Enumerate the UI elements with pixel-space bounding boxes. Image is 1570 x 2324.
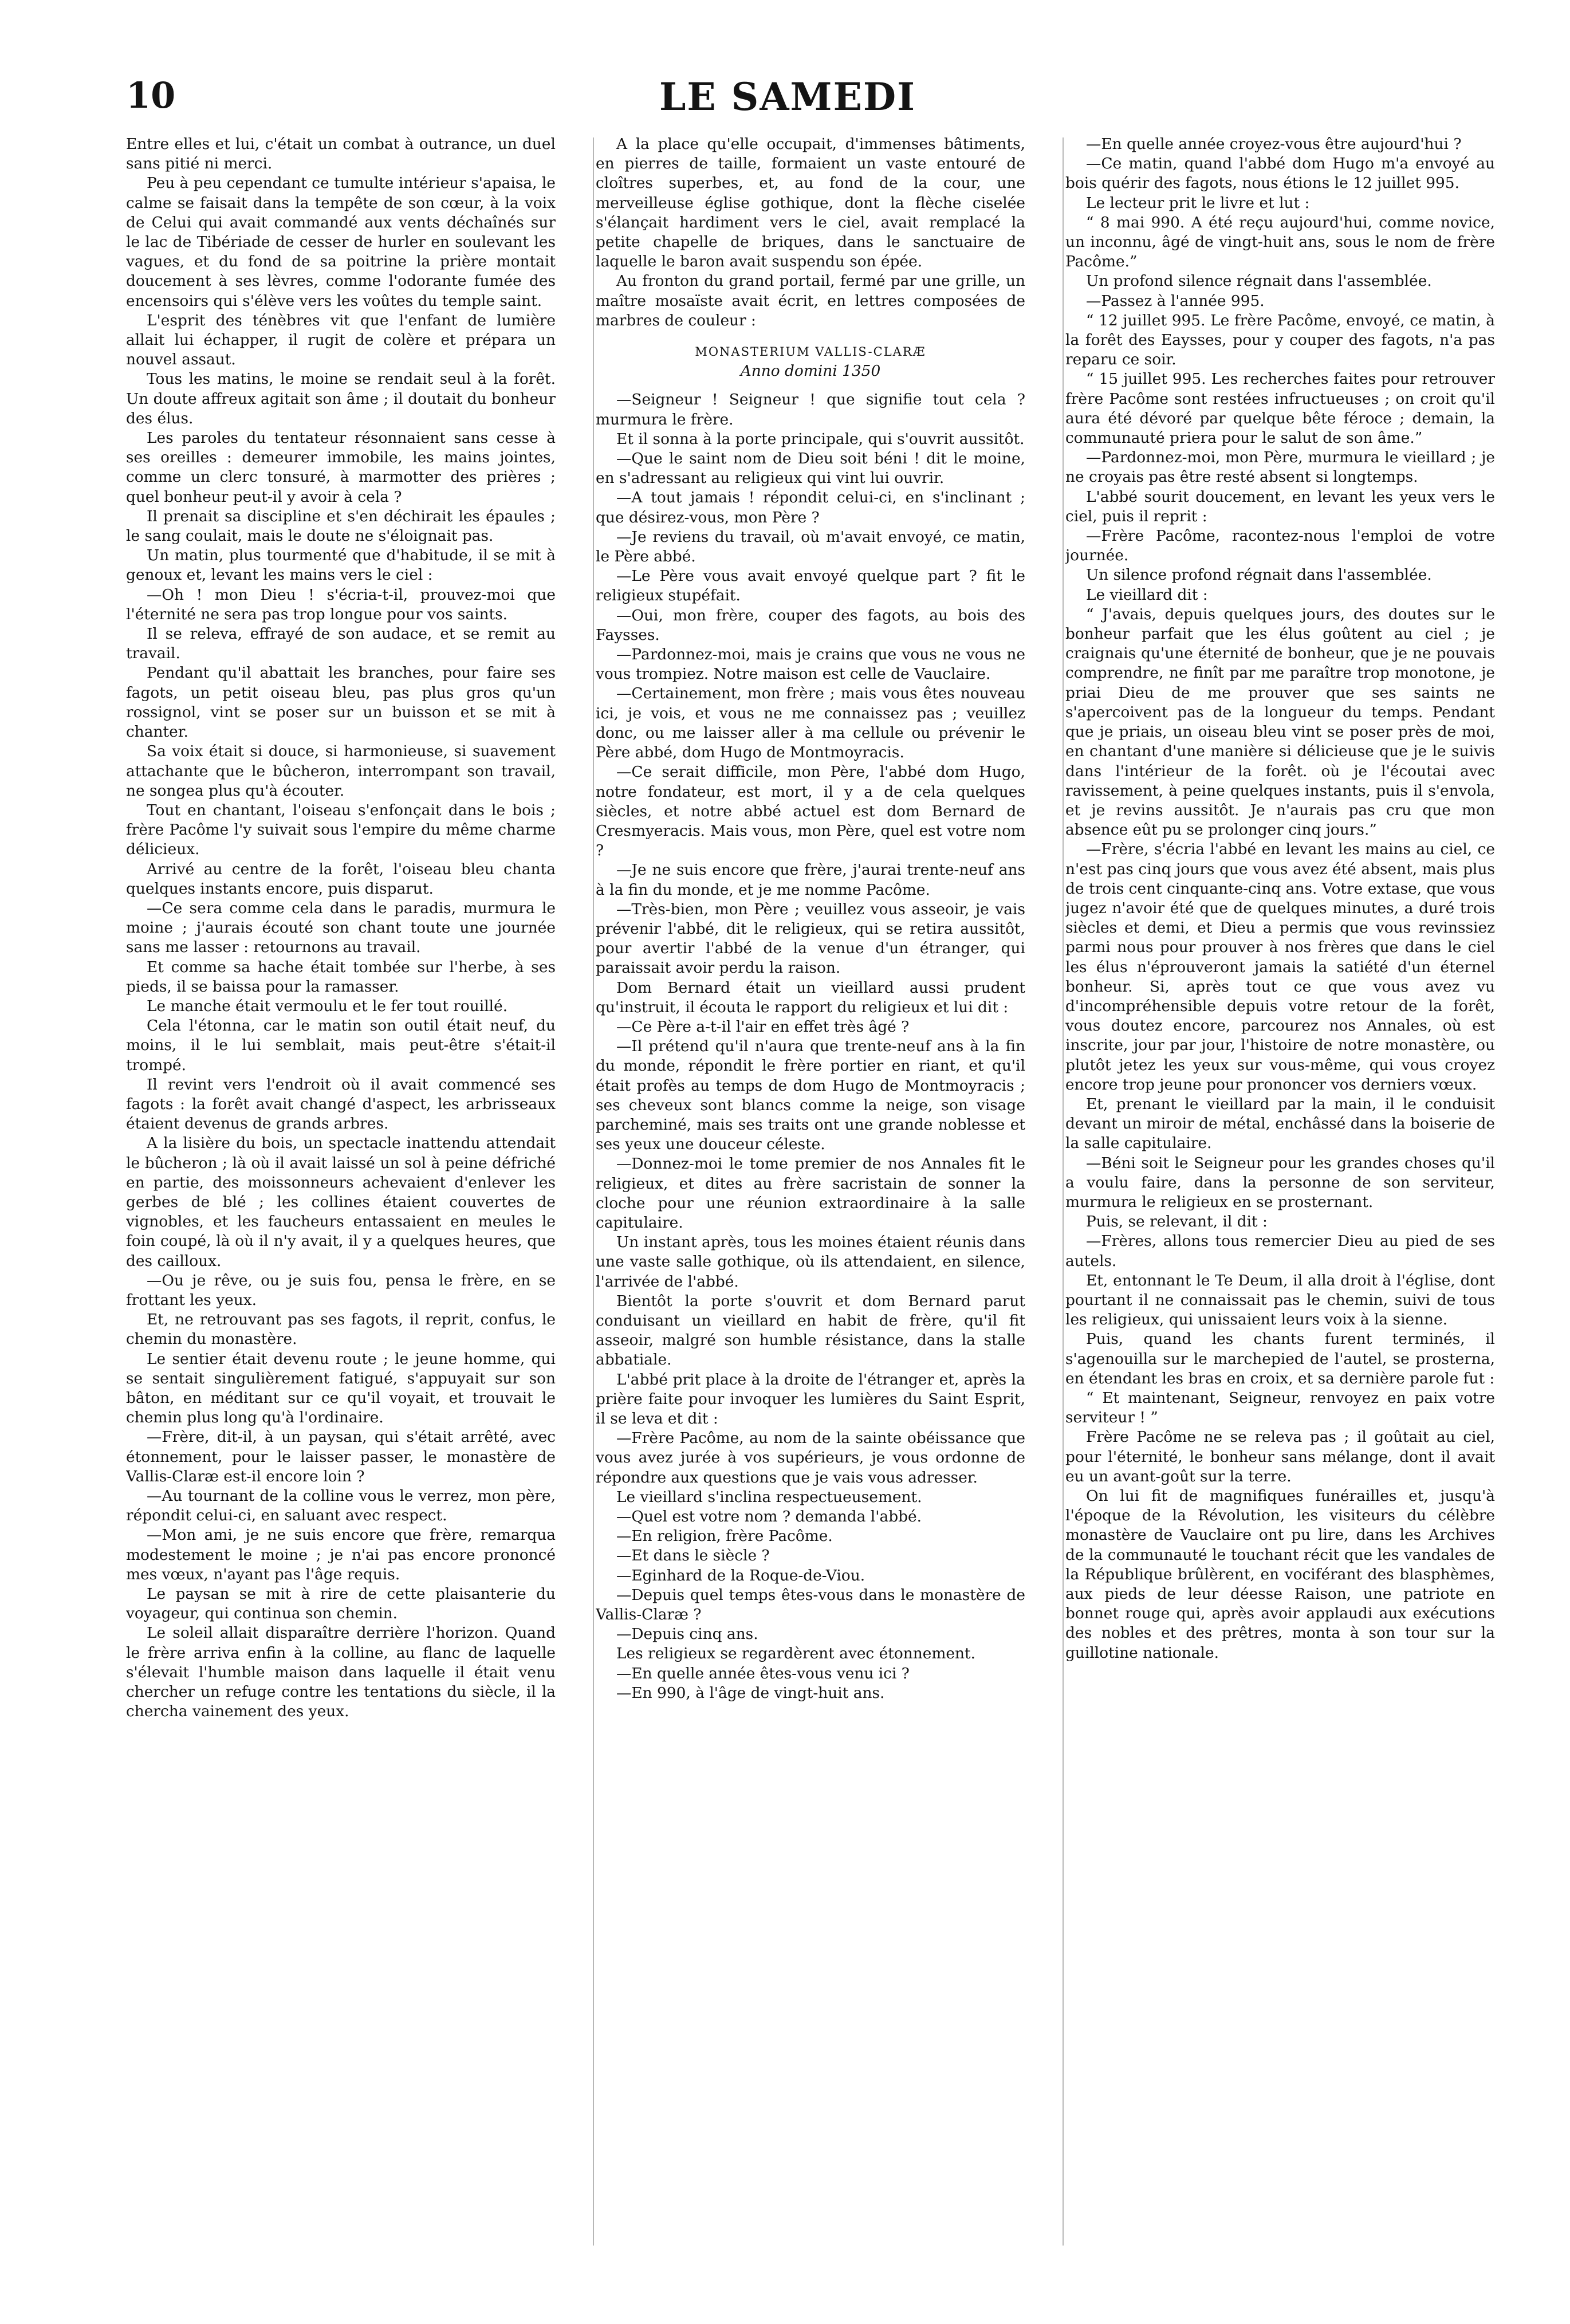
paragraph: “ 12 juillet 995. Le frère Pacôme, envoyé, ce matin, à la forêt des Eaysses, pour y couper des fagots, n'a pas reparu ce soir. <box>1065 311 1495 369</box>
column-rule <box>593 137 594 2246</box>
paragraph: Puis, quand les chants furent terminés, il s'agenouilla sur le marchepied de l'autel, se prosterna, en étendant les bras en croix, et sa dernière parole fut : <box>1065 1330 1495 1387</box>
inscription-heading: MONASTERIUM VALLIS-CLARÆ <box>695 345 926 359</box>
paragraph: —Oh ! mon Dieu ! s'écria-t-il, prouvez-moi que l'éternité ne sera pas trop longue pour vos saints. <box>126 585 556 623</box>
paragraph: —Frère, s'écria l'abbé en levant les mains au ciel, ce n'est pas cinq jours que vous avez été absent, mais plus de trois cent cinquante-cinq ans. Votre extase, que vous jugez n'avoir été que de quelques minutes, a duré trois siècles et demi, et Dieu a permis que vous revinssiez parmi nous pour prouver à nos frères que dans le ciel les élus n'éprouveront jamais la satiété d'un éternel bonheur. Si, après tout ce que vous avez vu d'incompréhensible depuis votre retour de la forêt, vous doutez encore, parcourez nos Annales, où est inscrite, jour par jour, l'histoire de notre monastère, ou plutôt jetez les yeux sur vous-même, qui vous croyez encore trop jeune pour prononcer vos derniers vœux. <box>1065 840 1495 1094</box>
paragraph: —En 990, à l'âge de vingt-huit ans. <box>616 1684 885 1702</box>
paragraph: Au fronton du grand portail, fermé par une grille, un maître mosaïste avait écrit, en lettres composées de marbres de couleur : <box>596 272 1025 329</box>
paragraph: —Ce sera comme cela dans le paradis, murmura le moine ; j'aurais écouté son chant toute une journée sans me lasser : retournons au travail. <box>126 899 556 957</box>
paragraph: Un instant après, tous les moines étaient réunis dans une vaste salle gothique, où ils attendaient, en silence, l'arrivée de l'abbé. <box>596 1233 1025 1291</box>
paragraph: Il se releva, effrayé de son audace, et se remit au travail. <box>126 625 556 663</box>
paragraph: —Depuis quel temps êtes-vous dans le monastère de Vallis-Claræ ? <box>596 1586 1025 1624</box>
paragraph: —Mon ami, je ne suis encore que frère, remarqua modestement le moine ; je n'ai pas encore prononcé mes vœux, n'ayant pas l'âge requis. <box>126 1526 556 1583</box>
paragraph: Le vieillard s'inclina respectueusement. <box>616 1488 922 1506</box>
paragraph: Il prenait sa discipline et s'en déchirait les épaules ; le sang coulait, mais le doute ne s'éloignait pas. <box>126 507 556 545</box>
paragraph: Le soleil allait disparaître derrière l'horizon. Quand le frère arriva enfin à la colline, au flanc de laquelle s'élevait l'humble maison dans laquelle il était venu chercher un refuge contre les tentations du siècle, il la chercha vainement des yeux. <box>126 1624 556 1721</box>
paragraph: Puis, se relevant, il dit : <box>1086 1213 1268 1231</box>
paragraph: Et comme sa hache était tombée sur l'herbe, à ses pieds, il se baissa pour la ramasser. <box>126 958 556 996</box>
inscription-date: Anno domini 1350 <box>740 362 881 380</box>
paragraph: —A tout jamais ! répondit celui-ci, en s'inclinant ; que désirez-vous, mon Père ? <box>596 489 1025 526</box>
paragraph: A la place qu'elle occupait, d'immenses bâtiments, en pierres de taille, formaient un vaste entouré de cloîtres superbes, et, au fond de la cour, une merveilleuse église gothique, dont la flèche ciselée s'élançait hardiment vers le ciel, avait remplacé la petite chapelle de briques, dans le sanctuaire de laquelle le baron avait suspendu son épée. <box>596 135 1025 271</box>
column-3 <box>1065 135 1495 2248</box>
paragraph: Le manche était vermoulu et le fer tout rouillé. <box>147 997 508 1015</box>
paragraph: —Ce Père a-t-il l'air en effet très âgé ? <box>616 1017 910 1036</box>
paragraph: —Très-bien, mon Père ; veuillez vous asseoir, je vais prévenir l'abbé, dit le religieux, qui se retira aussitôt, pour avertir l'abbé de la venue d'un étranger, qui paraissait avoir perdu la raison. <box>596 900 1025 977</box>
paragraph: On lui fit de magnifiques funérailles et, jusqu'à l'époque de la Révolution, les visiteurs du célèbre monastère de Vauclaire ont pu lire, dans les Archives de la communauté le touchant récit que les vandales de la République brûlèrent, en vociférant des blasphèmes, aux pieds de leur déesse Raison, une patriote en bonnet rouge qui, après avoir applaudi aux exécutions des nobles et des prêtres, monta à son tour sur la guillotine nationale. <box>1065 1487 1495 1662</box>
paragraph: “ Et maintenant, Seigneur, renvoyez en paix votre serviteur ! ” <box>1065 1389 1495 1427</box>
paragraph: —Frère Pacôme, au nom de la sainte obéissance que vous avez jurée à vos supérieurs, je vous ordonne de répondre aux questions que je vais vous adresser. <box>596 1429 1025 1487</box>
paragraph: —Béni soit le Seigneur pour les grandes choses qu'il a voulu faire, dans la personne de son serviteur, murmura le religieux en se prosternant. <box>1065 1154 1495 1211</box>
paragraph: Et, ne retrouvant pas ses fagots, il reprit, confus, le chemin du monastère. <box>126 1311 556 1348</box>
paragraph: —Donnez-moi le tome premier de nos Annales fit le religieux, et dites au frère sacristain de sonner la cloche pour une réunion extraordinaire à la salle capitulaire. <box>596 1155 1025 1232</box>
paragraph: —Ce matin, quand l'abbé dom Hugo m'a envoyé au bois quérir des fagots, nous étions le 12 juillet 995. <box>1065 155 1495 192</box>
paragraph: Tous les matins, le moine se rendait seul à la forêt. Un doute affreux agitait son âme ; il doutait du bonheur des élus. <box>126 370 556 427</box>
paragraph: —Que le saint nom de Dieu soit béni ! dit le moine, en s'adressant au religieux qui vint lui ouvrir. <box>596 450 1025 487</box>
paragraph: —Il prétend qu'il n'aura que trente-neuf ans à la fin du monde, répondit le frère portier en riant, et qu'il était profès au temps de dom Hugo de Montmoyracis ; ses cheveux sont blancs comme la neige, son visage parcheminé, mais ses traits ont une grande noblesse et ses yeux une douceur céleste. <box>596 1037 1025 1154</box>
paragraph: “ 8 mai 990. A été reçu aujourd'hui, comme novice, un inconnu, âgé de vingt-huit ans, sous le nom de frère Pacôme.” <box>1065 213 1495 271</box>
paragraph: Les paroles du tentateur résonnaient sans cesse à ses oreilles : demeurer immobile, les mains jointes, comme un clerc tonsuré, à marmotter des prières ; quel bonheur peut-il y avoir à cela ? <box>126 429 556 506</box>
paragraph: —En quelle année croyez-vous être aujourd'hui ? <box>1086 135 1462 153</box>
paragraph: —Quel est votre nom ? demanda l'abbé. <box>616 1508 922 1526</box>
paragraph: Un profond silence régnait dans l'assemblée. <box>1086 272 1432 290</box>
paragraph: A la lisière du bois, un spectacle inattendu attendait le bûcheron ; là où il avait laissé un sol à peine défriché en partie, des moissonneurs achevaient d'enlever les gerbes de blé ; les collines étaient couvertes de vignobles, et les faucheurs entassaient en meules le foin coupé, là où il n'y avait, il y a quelques heures, que des cailloux. <box>126 1134 556 1270</box>
paragraph: Et, prenant le vieillard par la main, il le conduisit devant un miroir de métal, enchâssé dans la boiserie de la salle capitulaire. <box>1065 1095 1495 1153</box>
paragraph: Le lecteur prit le livre et lut : <box>1086 194 1310 212</box>
paragraph: Bientôt la porte s'ouvrit et dom Bernard parut conduisant un vieillard en habit de frère, qu'il fit asseoir, malgré son humble résistance, dans la stalle abbatiale. <box>596 1292 1025 1369</box>
paragraph: Le sentier était devenu route ; le jeune homme, qui se sentait singulièrement fatigué, s'appuyait sur son bâton, en méditant sur ce qu'il voyait, et trouvait le chemin plus long qu'à l'ordinaire. <box>126 1350 556 1427</box>
column-1 <box>126 135 556 2248</box>
paragraph: —Frères, allons tous remercier Dieu au pied de ses autels. <box>1065 1232 1495 1270</box>
paragraph: Arrivé au centre de la forêt, l'oiseau bleu chanta quelques instants encore, puis disparut. <box>126 860 556 898</box>
paragraph: Et il sonna à la porte principale, qui s'ouvrit aussitôt. <box>616 430 1025 448</box>
paragraph: —Ce serait difficile, mon Père, l'abbé dom Hugo, notre fondateur, est mort, il y a de cela quelques siècles, et notre abbé actuel est dom Bernard de Cresmyeracis. Mais vous, mon Père, quel est votre nom ? <box>596 763 1025 860</box>
paragraph: —Frère Pacôme, racontez-nous l'emploi de votre journée. <box>1065 527 1495 565</box>
paragraph: Il revint vers l'endroit où il avait commencé ses fagots : la forêt avait changé d'aspect, les arbrisseaux étaient devenus de grands arbres. <box>126 1075 556 1133</box>
page-number: 10 <box>126 74 176 116</box>
paragraph: —En religion, frère Pacôme. <box>616 1527 833 1546</box>
paragraph: —Ou je rêve, ou je suis fou, pensa le frère, en se frottant les yeux. <box>126 1271 556 1309</box>
paragraph: Un matin, plus tourmenté que d'habitude, il se mit à genoux et, levant les mains vers le ciel : <box>126 546 556 584</box>
paragraph: —Depuis cinq ans. <box>616 1625 758 1643</box>
paragraph: —Pardonnez-moi, mais je crains que vous ne vous ne vous trompiez. Notre maison est celle de Vauclaire. <box>596 646 1025 683</box>
paragraph: L'abbé prit place à la droite de l'étranger et, après la prière faite pour invoquer les lumières du Saint Esprit, il se leva et dit : <box>596 1370 1025 1428</box>
page-header <box>86 63 1489 126</box>
paragraph: —Passez à l'année 995. <box>1086 292 1265 310</box>
paragraph: —Certainement, mon frère ; mais vous êtes nouveau ici, je vois, et vous ne me connaissez pas ; veuillez donc, ou me laisser aller à ma cellule ou prévenir le Père abbé, dom Hugo de Montmoyracis. <box>596 685 1025 762</box>
paragraph: —Seigneur ! Seigneur ! que signifie tout cela ? murmura le frère. <box>596 391 1025 428</box>
paragraph: Les religieux se regardèrent avec étonnement. <box>616 1645 975 1663</box>
paragraph: Et, entonnant le Te Deum, il alla droit à l'église, dont pourtant il ne connaissait pas le chemin, suivi de tous les religieux, qui unissaient leurs voix à la sienne. <box>1065 1271 1495 1329</box>
paragraph: —Pardonnez-moi, mon Père, murmura le vieillard ; je ne croyais pas être resté absent si longtemps. <box>1065 449 1495 486</box>
paragraph: L'esprit des ténèbres vit que l'enfant de lumière allait lui échapper, il rugit de colère et prépara un nouvel assaut. <box>126 311 556 369</box>
paragraph: Peu à peu cependant ce tumulte intérieur s'apaisa, le calme se faisait dans la tempête de son cœur, à la voix de Celui qui avait commandé aux vents déchaînés sur le lac de Tibériade de cesser de hurler en soulevant les vagues, et du fond de sa poitrine la prière montait doucement à ses lèvres, comme l'odorante fumée des encensoirs qui s'élève vers les voûtes du temple saint. <box>126 174 556 310</box>
paragraph: —Je ne suis encore que frère, j'aurai trente-neuf ans à la fin du monde, et je me nomme Pacôme. <box>596 861 1025 899</box>
paragraph: “ J'avais, depuis quelques jours, des doutes sur le bonheur parfait que les élus goûtent au ciel ; je craignais qu'une éternité de bonheur, que je ne pouvais comprendre, ne finît par me paraître trop monotone, je priai Dieu de me prouver que ses saints ne s'apercoivent pas de la longueur du temps. Pendant que je priais, un oiseau bleu vint se poser près de moi, en chantant d'une manière si délicieuse que je le suivis dans l'intérieur de la forêt. où je l'écoutai avec ravissement, à peine quelques instants, puis il s'envola, et je revins aussitôt. Je n'aurais pas cru que mon absence eût pu se prolonger cinq jours.” <box>1065 605 1495 839</box>
paragraph: —Frère, dit-il, à un paysan, qui s'était arrêté, avec étonnement, pour le laisser passer, le monastère de Vallis-Claræ est-il encore loin ? <box>126 1428 556 1485</box>
paragraph: —Et dans le siècle ? <box>616 1547 770 1565</box>
paragraph: —En quelle année êtes-vous venu ici ? <box>616 1664 910 1682</box>
paragraph: Le paysan se mit à rire de cette plaisanterie du voyageur, qui continua son chemin. <box>126 1585 556 1623</box>
column-2 <box>596 135 1025 2248</box>
article-columns <box>126 135 1495 2248</box>
column-rule <box>1063 137 1064 2246</box>
paragraph: “ 15 juillet 995. Les recherches faites pour retrouver frère Pacôme sont restées infructueuses ; on croit qu'il aura été dévoré par quelque bête féroce ; demain, la communauté priera pour le salut de son âme.” <box>1065 370 1495 447</box>
paragraph: Un silence profond régnait dans l'assemblée. <box>1086 566 1432 584</box>
paragraph: Pendant qu'il abattait les branches, pour faire ses fagots, un petit oiseau bleu, pas plus gros qu'un rossignol, vint se poser sur un buisson et se mit à chanter. <box>126 664 556 741</box>
paragraph: Entre elles et lui, c'était un combat à outrance, un duel sans pitié ni merci. <box>126 135 556 173</box>
paragraph: Le vieillard dit : <box>1086 585 1208 604</box>
paragraph: —Le Père vous avait envoyé quelque part ? fit le religieux stupéfait. <box>596 567 1025 605</box>
paragraph: —Au tournant de la colline vous le verrez, mon père, répondit celui-ci, en saluant avec respect. <box>126 1487 556 1525</box>
paragraph: Dom Bernard était un vieillard aussi prudent qu'instruit, il écouta le rapport du religieux et lui dit : <box>596 978 1025 1016</box>
paragraph: Sa voix était si douce, si harmonieuse, si suavement attachante que le bûcheron, interrompant son travail, ne songea plus qu'à écouter. <box>126 742 556 800</box>
paragraph: Tout en chantant, l'oiseau s'enfonçait dans le bois ; frère Pacôme l'y suivait sous l'empire du même charme délicieux. <box>126 801 556 859</box>
paragraph: —Oui, mon frère, couper des fagots, au bois des Faysses. <box>596 606 1025 644</box>
paragraph: —Je reviens du travail, où m'avait envoyé, ce matin, le Père abbé. <box>596 528 1025 566</box>
paragraph: L'abbé sourit doucement, en levant les yeux vers le ciel, puis il reprit : <box>1065 487 1495 525</box>
paragraph: Cela l'étonna, car le matin son outil était neuf, du moins, il le lui semblait, mais peut-être s'était-il trompé. <box>126 1017 556 1074</box>
paragraph: Frère Pacôme ne se releva pas ; il goûtait au ciel, pour l'éternité, le bonheur sans mélange, dont il avait eu un avant-goût sur la terre. <box>1065 1428 1495 1485</box>
journal-title: LE SAMEDI <box>659 74 916 119</box>
newspaper-page <box>86 63 1495 2286</box>
paragraph: —Eginhard de la Roque-de-Viou. <box>616 1566 865 1584</box>
